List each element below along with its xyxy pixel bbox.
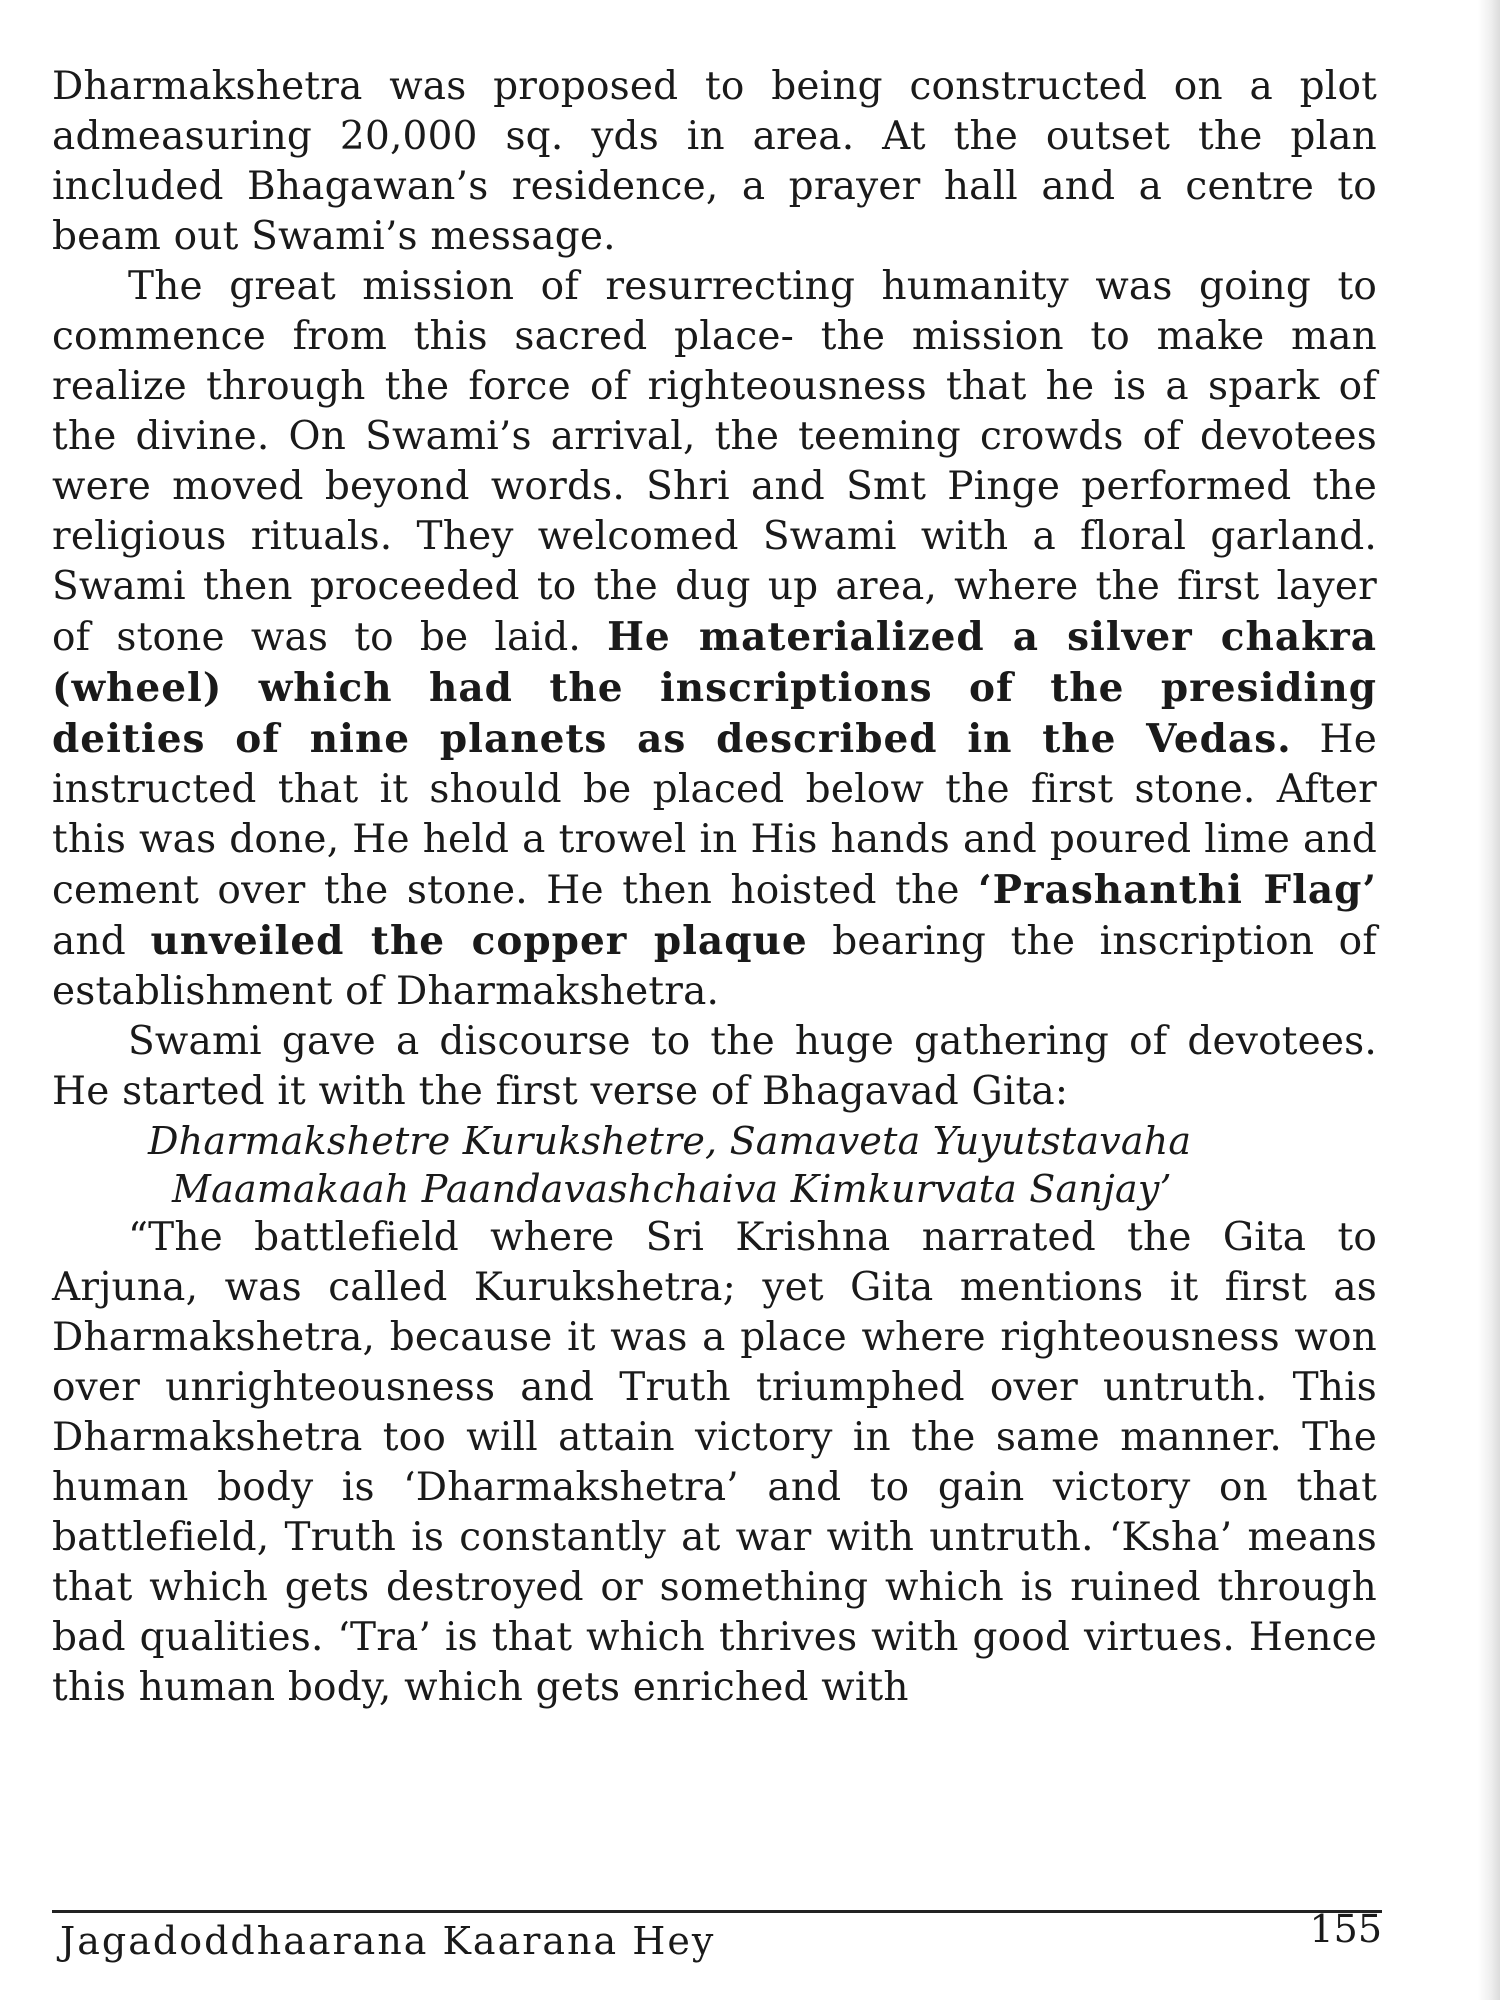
page-number: 155 (1309, 1907, 1382, 1951)
verse-line-1: Dharmakshetre Kurukshetre, Samaveta Yuyutstavaha (148, 1119, 1192, 1163)
paragraph-4-text: “The battlefield where Sri Krishna narrated the Gita to Arjuna, was called Kurukshetra; yet Gita mentions it first as Dharmakshetra, because it was a place where righteousness won over unrighteousness and Truth triumphed over untruth. This Dharmakshetra too will attain victory in the same manner. The human body is ‘Dharmakshetra’ and to gain victory on that battlefield, Truth is constantly at war with untruth. ‘Ksha’ means that which gets destroyed or something which is ruined through bad qualities. ‘Tra’ is that which thrives with good virtues. Hence this human body, which gets enriched with (52, 1215, 1377, 1710)
paragraph-2-text-c: He instructed that it should be placed below the first stone. After this was done, He held a trowel in His hands and poured lime and cement over the stone. He then hoisted the (52, 717, 1377, 913)
paragraph-2-bold-materialized: He materialized a silver chakra (wheel) which had the inscriptions of the presiding deities of nine planets as described in the Vedas. (52, 614, 1377, 762)
paragraph-2-bold-flag: ‘Prashanthi Flag’ (978, 867, 1377, 913)
paragraph-2 (52, 262, 1377, 1017)
paragraph-1-text: Dharmakshetra was proposed to being constructed on a plot admeasuring 20,000 sq. yds in area. At the outset the plan included Bhagawan’s residence, a prayer hall and a centre to beam out Swami’s message. (52, 64, 1377, 259)
footer-divider (52, 1910, 1382, 1913)
paragraph-2-text-e: and (52, 919, 151, 964)
running-footer-title: Jagadoddhaarana Kaarana Hey (60, 1919, 716, 1963)
paragraph-1 (52, 62, 1377, 262)
verse-line-2: Maamakaah Paandavashchaiva Kimkurvata Sanjay’ (172, 1167, 1172, 1211)
page-edge-shadow (1478, 0, 1500, 2000)
body-text (52, 62, 1377, 1713)
paragraph-2-bold-plaque: unveiled the copper plaque (150, 918, 808, 964)
paragraph-4 (52, 1213, 1377, 1713)
paragraph-3 (52, 1017, 1377, 1117)
paragraph-2-text-g: bearing the inscription of establishment of Dharmakshetra. (52, 919, 1378, 1014)
paragraph-2-text-a: The great mission of resurrecting humanity was going to commence from this sacred place- the mission to make man realize through the force of righteousness that he is a spark of the divine. On Swami’s arrival, the teeming crowds of devotees were moved beyond words. Shri and Smt Pinge performed the religious rituals. They welcomed Swami with a floral garland. Swami then proceeded to the dug up area, where the first layer of stone was to be laid. (52, 264, 1377, 660)
paragraph-3-text: Swami gave a discourse to the huge gathering of devotees. He started it with the first verse of Bhagavad Gita: (52, 1019, 1377, 1114)
